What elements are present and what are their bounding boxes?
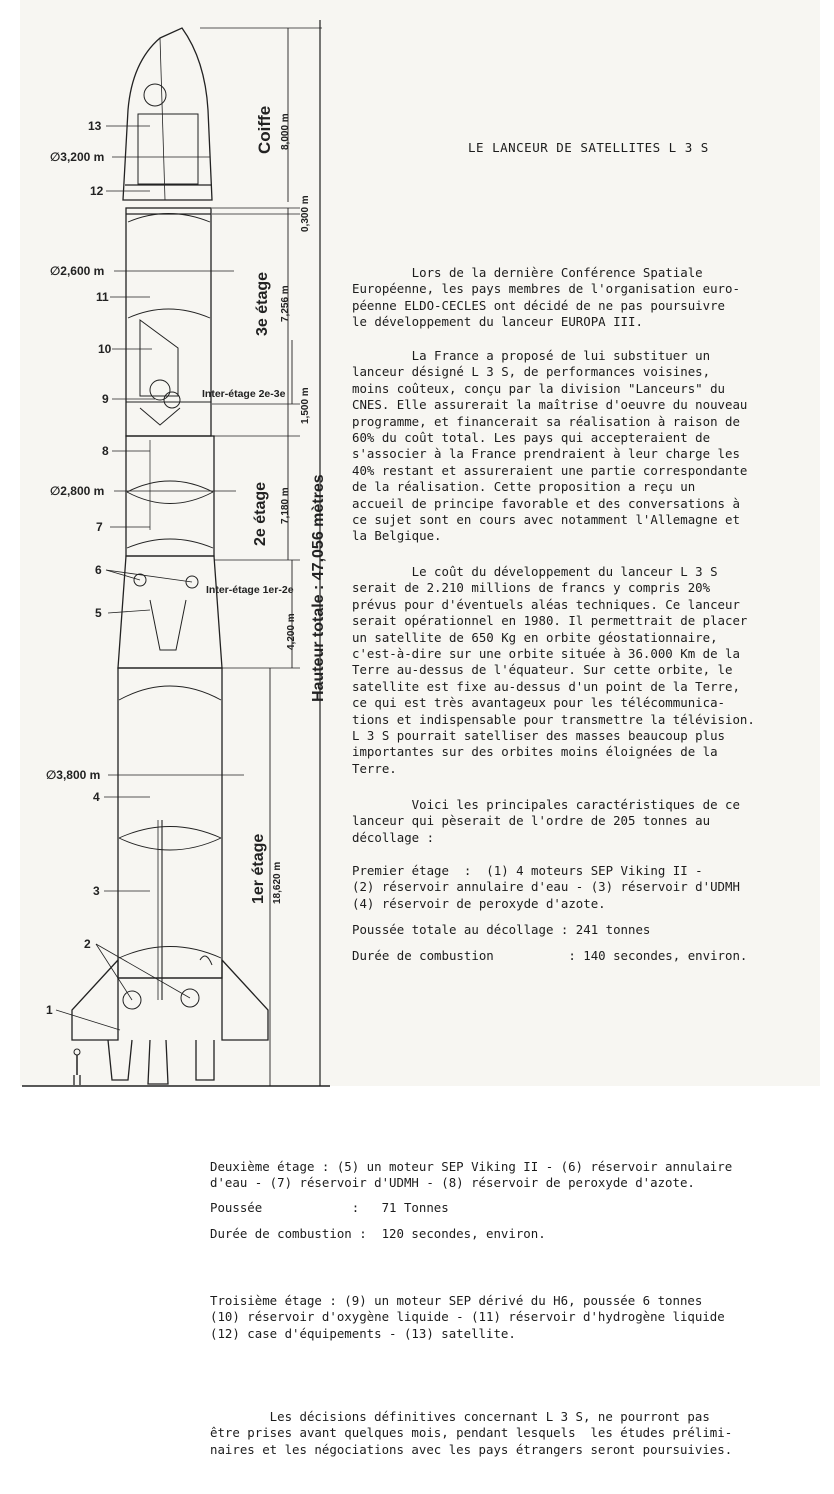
label-inter12: Inter-étage 1er-2e <box>206 584 294 596</box>
paragraph-second-burn: Durée de combustion : 120 secondes, environ. <box>210 1226 546 1241</box>
interstage12 <box>118 556 222 668</box>
dim-stage1: 18,620 m <box>272 861 283 904</box>
callout-7: 7 <box>96 520 103 534</box>
paragraph-second-stage: Deuxième étage : (5) un moteur SEP Viking II - (6) réservoir annulaire d'eau - (7) réservoir d'UDMH - (8) réservoir de peroxyde d'azote. <box>210 1159 733 1191</box>
callout-3: 3 <box>93 884 100 898</box>
callout-8: 8 <box>102 444 109 458</box>
callout-10: 10 <box>98 342 112 356</box>
paragraph-2: La France a proposé de lui substituer un lanceur désigné L 3 S, de performances voisines, moins coûteux, conçu par la division "Lanceurs" du CNES. Elle assurerait la maîtrise d'oeuvre du nouveau programme, et financerait sa réalisation à raison de 60% du coût total. Les pays qui accepteraient de s'associer à la France prendraient à leur charge les 40% restant et assureraient une partie correspondante de la réalisation. Cette proposition a reçu un accueil de principe favorable et des conversations à ce sujet sont en cours avec notamment l'Allemagne et la Belgique. <box>352 348 748 544</box>
label-inter23: Inter-étage 2e-3e <box>202 388 286 400</box>
callout-11: 11 <box>96 290 109 304</box>
paragraph-3: Le coût du développement du lanceur L 3 S serait de 2.210 millions de francs y compris 20% prévus pour d'éventuels aléas techniques. Ce lanceur serait opérationnel en 1980. Il permettrait de placer un satellite de 650 Kg en orbite géostationnaire, c'est-à-dire sur une orbite située à 36.000 Km de la Terre au-dessus de l'équateur. Sur cette orbite, le satellite est fixe au-dessus d'un point de la Terre, ce qui est très avantageux pour les télécommunica- tions et indispensable pour transmettre la télévision. L 3 S pourrait satelliser des masses beaucoup plus importantes sur des orbites moins éloignées de la Terre. <box>352 564 755 776</box>
dim-stage3: 7,256 m <box>280 285 291 322</box>
callout-1: 1 <box>46 1003 53 1017</box>
engine-3 <box>196 1040 214 1080</box>
paragraph-second-thrust: Poussée : 71 Tonnes <box>210 1200 449 1215</box>
label-stage3: 3e étage <box>254 271 271 336</box>
dim-inter23: 1,500 m <box>300 387 311 424</box>
callout-12: 12 <box>90 184 104 198</box>
fin-right <box>222 960 268 1040</box>
diameter-2800: ∅2,800 m <box>50 484 105 498</box>
paragraph-third-stage: Troisième étage : (9) un moteur SEP dérivé du H6, poussée 6 tonnes (10) réservoir d'oxygène liquide - (11) réservoir d'hydrogène liquide (12) case d'équipements - (13) satellite. <box>210 1293 725 1341</box>
callout-13: 13 <box>88 119 102 133</box>
human-figure <box>74 1049 80 1055</box>
dim-inter12: 4,200 m <box>286 613 297 650</box>
callout-2: 2 <box>84 937 91 951</box>
paragraph-thrust: Poussée totale au décollage : 241 tonnes <box>352 922 651 937</box>
dim-coiffe: 8,000 m <box>280 113 291 150</box>
paragraph-conclusion: Les décisions définitives concernant L 3 S, ne pourront pas être prises avant quelques mois, pendant lesquels les études prélimi- naires et les négociations avec les pays étrangers seront poursuivies. <box>210 1409 733 1457</box>
dim-stage2: 7,180 m <box>280 487 291 524</box>
callout-4: 4 <box>93 790 100 804</box>
label-total-height: Hauteur totale : 47,056 mètres <box>310 474 327 702</box>
diameter-3800: ∅3,800 m <box>46 768 101 782</box>
fin-left <box>72 960 118 1040</box>
stage1-body <box>118 668 222 978</box>
callout-9: 9 <box>102 392 109 406</box>
paragraph-first-stage: Premier étage : (1) 4 moteurs SEP Viking II - (2) réservoir annulaire d'eau - (3) réservoir d'UDMH (4) réservoir de peroxyde d'azote. <box>352 863 740 911</box>
dim-gap: 0,300 m <box>300 195 311 232</box>
label-coiffe: Coiffe <box>255 105 274 154</box>
engine-2 <box>148 1040 168 1084</box>
stage2-body <box>126 436 214 556</box>
paragraph-burn-time: Durée de combustion : 140 secondes, environ. <box>352 948 748 963</box>
callout-5: 5 <box>95 606 102 620</box>
diameter-2600: ∅2,600 m <box>50 264 105 278</box>
engine-1 <box>108 1040 132 1080</box>
callout-6: 6 <box>95 563 102 577</box>
paragraph-1: Lors de la dernière Conférence Spatiale Européenne, les pays membres de l'organisation euro- péenne ELDO-CECLES ont décidé de ne pas poursuivre le développement du lanceur EUROPA III. <box>352 265 740 330</box>
diameter-3200: ∅3,200 m <box>50 150 105 164</box>
satellite-13 <box>138 114 198 184</box>
document-title: LE LANCEUR DE SATELLITES L 3 S <box>468 140 709 155</box>
paragraph-4: Voici les principales caractéristiques de ce lanceur qui pèserait de l'ordre de 205 tonnes au décollage : <box>352 797 740 845</box>
label-stage1: 1er étage <box>250 833 267 904</box>
label-stage2: 2e étage <box>252 481 269 546</box>
